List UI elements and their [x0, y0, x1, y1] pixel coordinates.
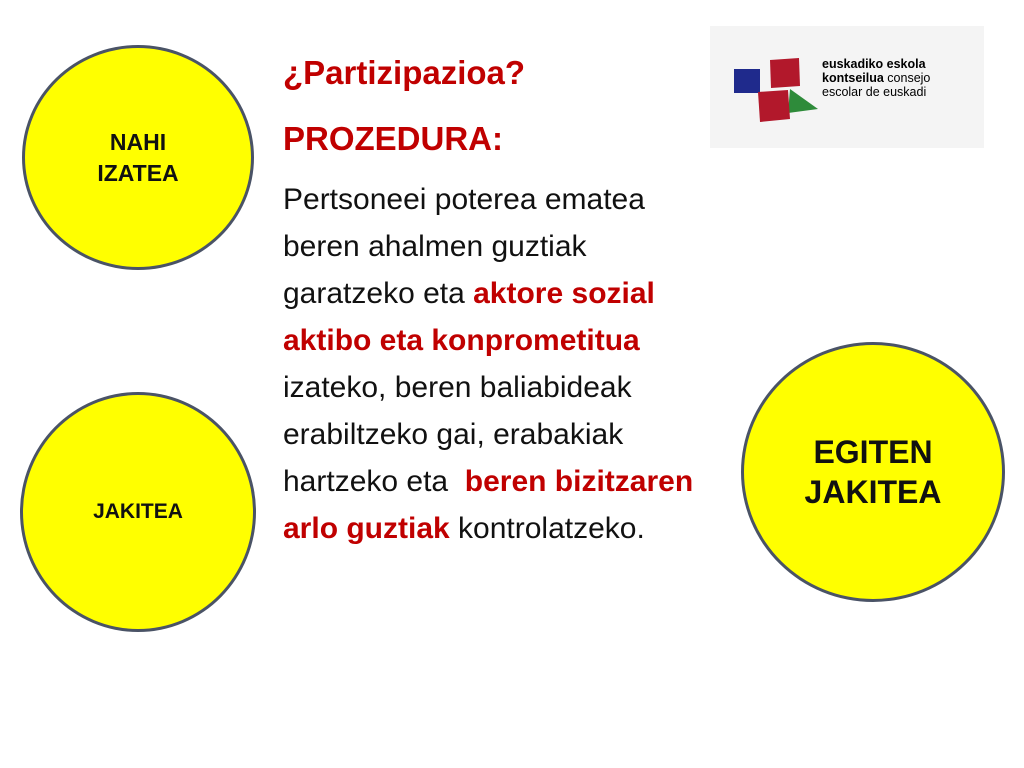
jakitea-circle: [20, 392, 256, 632]
logo-green-triangle: [788, 89, 818, 113]
logo-crimson-square-bottom: [758, 90, 790, 122]
logo-squares-icon: [732, 56, 822, 124]
nahi-izatea-circle: [22, 45, 254, 270]
eskola-kontseilua-logo: [710, 26, 984, 148]
slide-question: ¿Partizipazioa?: [283, 54, 526, 91]
jakitea-label: JAKITEA: [93, 500, 183, 523]
logo-line-2-rest: consejo: [883, 71, 931, 85]
egiten-jakitea-label: EGITEN JAKITEA: [804, 434, 942, 510]
body-segment: kontrolatzeko.: [449, 512, 645, 545]
logo-crimson-square-top: [770, 58, 800, 88]
egiten-jakitea-circle: [741, 342, 1005, 602]
logo-line-1: euskadiko eskola: [822, 57, 926, 71]
logo-navy-square: [734, 69, 760, 93]
body-emphasis: aktore sozial aktibo eta konprometitua: [283, 277, 664, 357]
procedure-body: [283, 176, 723, 552]
logo-line-2-bold: kontseilua: [822, 71, 884, 85]
body-emphasis: beren bizitzaren arlo guztiak: [283, 465, 702, 545]
logo-line-3: escolar de euskadi: [822, 85, 927, 99]
nahi-izatea-label: NAHI IZATEA: [97, 128, 179, 186]
body-segment: izateko, beren baliabideak erabiltzeko gai, erabakiak hartzeko eta: [283, 324, 649, 498]
logo-line-2: [822, 71, 930, 85]
slide-text-block: [283, 48, 723, 552]
procedure-heading: PROZEDURA:: [283, 120, 503, 157]
logo-wordmark: [822, 57, 930, 99]
body-segment: Pertsoneei poterea ematea beren ahalmen guztiak garatzeko eta: [283, 183, 654, 310]
